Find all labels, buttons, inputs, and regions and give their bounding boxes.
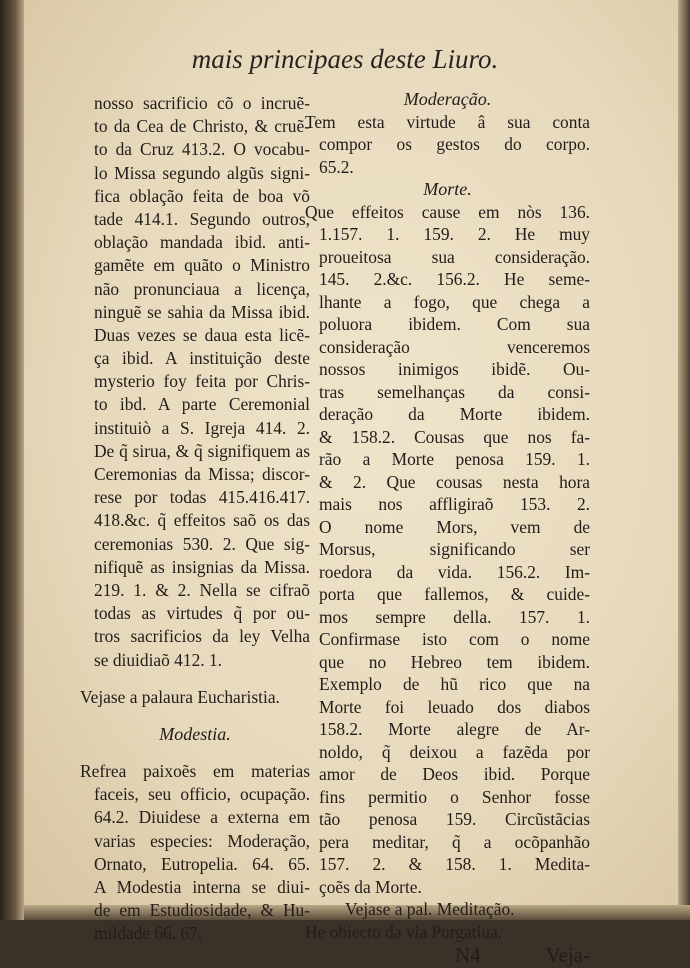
- running-header: mais principaes deste Liuro.: [191, 44, 499, 74]
- text-line: Confirmase isto com o nome: [319, 629, 590, 649]
- text-line: tão penosa 159. Circũstãcias: [319, 809, 590, 829]
- text-line: poluora ibidem. Com sua: [319, 314, 590, 334]
- text-line: A Modestia interna se diui-: [94, 877, 310, 897]
- text-line: fins permitio o Senhor fosse: [319, 786, 590, 807]
- text-line: gamẽte em quãto o Ministro: [94, 255, 310, 276]
- text-line: Morte foi leuado dos diabos: [319, 696, 590, 717]
- text-line: 1.157. 1. 159. 2. He muy: [319, 224, 590, 244]
- text-line: Que effeitos cause em nòs 136.: [305, 201, 590, 222]
- text-line: todas as virtudes q̃ por ou-: [94, 603, 310, 624]
- catchword: Veja-: [545, 943, 590, 967]
- text-line: fica oblação feita de boa võ: [94, 185, 310, 206]
- text-line: que no Hebreo tem ibidem.: [319, 651, 590, 672]
- text-line: Exemplo de hũ rico que na: [319, 674, 590, 694]
- entry-heading: Moderação.: [403, 89, 492, 109]
- text-line: 157. 2. & 158. 1. Medita-: [319, 854, 590, 874]
- text-line: nosso sacrificio cõ o incruẽ-: [94, 93, 310, 113]
- text-line: Vejase a pal. Meditação.: [345, 899, 515, 919]
- text-line: Morsus, significando ser: [319, 539, 590, 559]
- text-line: lhante a fogo, que chega a: [319, 291, 590, 312]
- text-line: deração da Morte ibidem.: [319, 404, 590, 424]
- page-edge: [678, 0, 690, 920]
- text-line: de em Estudiosidade, & Hu-: [94, 900, 310, 921]
- text-line: mais nos affligiraõ 153. 2.: [319, 494, 590, 514]
- text-line: varias especies: Moderação,: [94, 830, 310, 851]
- text-line: He obiecto da via Purgatiua.: [305, 921, 503, 942]
- left-column: [80, 92, 310, 946]
- text-line: 64.2. Diuidese a externa em: [94, 807, 310, 828]
- text-line: 158.2. Morte alegre de Ar-: [319, 719, 590, 739]
- text-line: 145. 2.&c. 156.2. He seme-: [319, 269, 590, 289]
- text-line: se diuidiaõ 412. 1.: [94, 649, 223, 670]
- text-line: ninguẽ se sahia da Missa ibid.: [94, 301, 310, 322]
- text-line: proueitosa sua consideração.: [319, 246, 590, 267]
- text-line: 65.2.: [319, 156, 354, 177]
- text-line: noldo, q̃ deixou a fazẽda por: [319, 741, 590, 762]
- text-line: tros sacrificios da ley Velha: [94, 626, 310, 647]
- text-line: De q̃ sirua, & q̃ signifiquem as: [94, 440, 310, 461]
- text-line: consideração venceremos: [319, 336, 590, 357]
- text-line: amor de Deos ibid. Porque: [319, 764, 590, 784]
- text-line: 418.&c. q̃ effeitos saõ os das: [94, 510, 310, 531]
- text-line: porta que fallemos, & cuide-: [319, 584, 590, 604]
- text-line: ça ibid. A instituição deste: [94, 348, 310, 369]
- text-line: mos sempre della. 157. 1.: [319, 606, 590, 627]
- text-line: to da Cea de Christo, & cruẽ-: [94, 116, 310, 137]
- text-line: 219. 1. & 2. Nella se cifraõ: [94, 579, 310, 600]
- text-line: O nome Mors, vem de: [319, 516, 590, 537]
- text-line: oblação mandada ibid. anti-: [94, 232, 310, 253]
- text-line: compor os gestos do corpo.: [319, 134, 590, 154]
- text-line: mysterio foy feita por Chris-: [94, 371, 310, 392]
- spacer: [80, 709, 310, 723]
- text-line: Ceremonias da Missa; discor-: [94, 464, 310, 484]
- text-line: Tem esta virtude â sua conta: [305, 111, 590, 132]
- text-line: Refrea paixoẽs em materias: [80, 761, 310, 782]
- text-line: lo Missa segundo algũs signi-: [94, 162, 310, 183]
- text-line: rão a Morte penosa 159. 1.: [319, 449, 590, 469]
- text-line: faceis, seu officio, ocupação.: [94, 784, 310, 805]
- text-line: & 2. Que cousas nesta hora: [319, 471, 590, 492]
- text-line: ceremonias 530. 2. Que sig-: [94, 533, 310, 554]
- page-footer: [305, 943, 590, 968]
- entry-heading: Modestia.: [159, 723, 231, 744]
- text-line: nifiquẽ as insignias da Missa.: [94, 556, 310, 577]
- text-line: çoẽs da Morte.: [319, 876, 422, 897]
- signature-mark: N4: [455, 943, 481, 967]
- text-line: & 158.2. Cousas que nos fa-: [319, 426, 590, 447]
- text-line: to da Cruz 413.2. O vocabu-: [94, 139, 310, 160]
- text-line: não pronunciaua a licença,: [94, 278, 310, 299]
- book-binding: [0, 0, 26, 920]
- text-line: to ibd. A parte Ceremonial: [94, 394, 310, 415]
- text-line: Duas vezes se daua esta licẽ-: [94, 324, 310, 345]
- text-line: Ornato, Eutropelia. 64. 65.: [94, 853, 310, 874]
- text-line: instituiò a S. Igreja 414. 2.: [94, 417, 310, 438]
- text-line: tras semelhanças da consi-: [319, 381, 590, 402]
- spacer: [80, 746, 310, 760]
- text-line: nossos inimigos ibidẽ. Ou-: [319, 359, 590, 379]
- text-line: rese por todas 415.416.417.: [94, 487, 310, 508]
- entry-heading: Morte.: [423, 179, 472, 199]
- right-column: [305, 88, 590, 968]
- text-line: pera meditar, q̃ a ocõpanhão: [319, 831, 590, 852]
- text-line: roedora da vida. 156.2. Im-: [319, 561, 590, 582]
- text-line: Vejase a palaura Eucharistia.: [80, 686, 280, 707]
- text-line: mildade 66. 67.: [94, 923, 203, 944]
- spacer: [80, 672, 310, 686]
- text-line: tade 414.1. Segundo outros,: [94, 208, 310, 229]
